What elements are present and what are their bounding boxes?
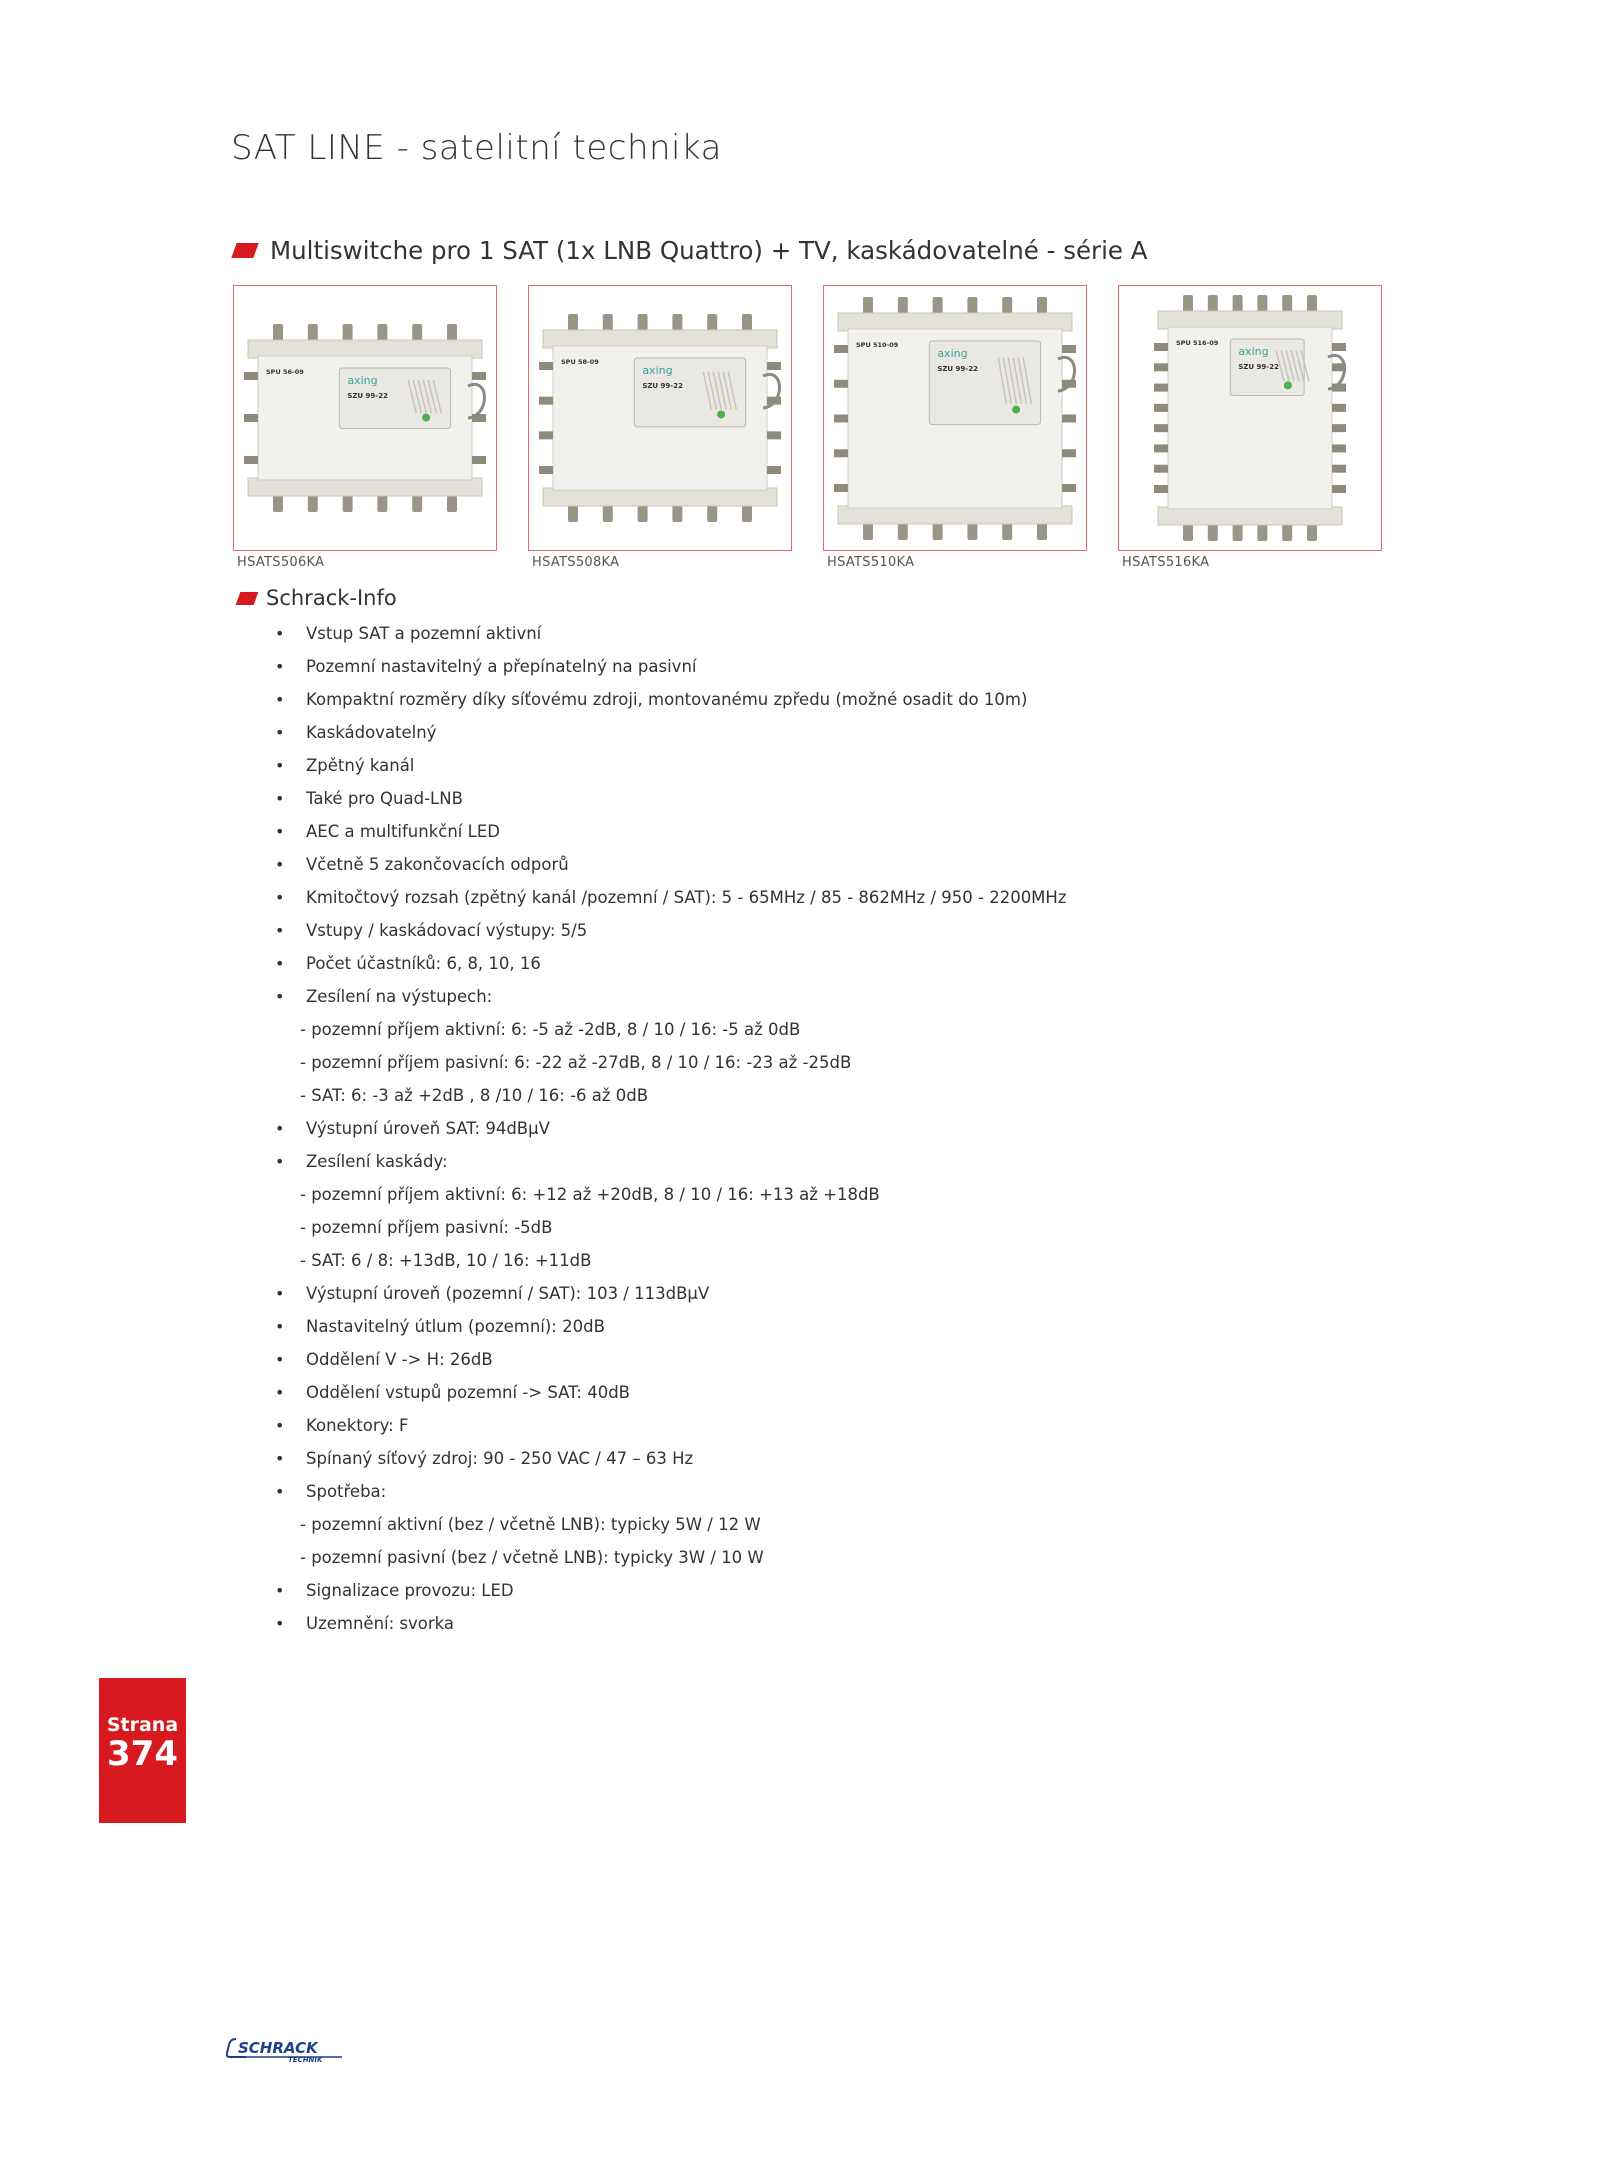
status-led-icon xyxy=(717,410,725,418)
status-led-icon xyxy=(1284,381,1292,389)
spec-item: • Také pro Quad-LNB xyxy=(272,782,1067,815)
f-connector xyxy=(539,466,553,474)
model-label: SPU 58-09 xyxy=(561,358,599,366)
f-connector xyxy=(539,362,553,370)
model-label: SPU 510-09 xyxy=(856,340,899,349)
f-connector xyxy=(1332,424,1346,432)
brand-label: axing xyxy=(937,346,968,360)
spec-subitem: - pozemní příjem aktivní: 6: +12 až +20dB, 8 / 10 / 16: +13 až +18dB xyxy=(300,1185,880,1204)
f-connector xyxy=(1154,485,1168,493)
multiswitch-image xyxy=(830,291,1080,546)
spec-item: • Spotřeba: xyxy=(272,1475,1067,1508)
f-connector xyxy=(539,397,553,405)
spec-item: • Počet účastníků: 6, 8, 10, 16 xyxy=(272,947,1067,980)
product-image-frame xyxy=(528,285,792,551)
section-marker-icon xyxy=(231,243,258,258)
product-code: HSATS506KA xyxy=(237,555,325,570)
info-marker-icon xyxy=(236,592,259,605)
spec-item: • Nastavitelný útlum (pozemní): 20dB xyxy=(272,1310,1067,1343)
spec-item: • Zpětný kanál xyxy=(272,749,1067,782)
spec-item: • Oddělení V -> H: 26dB xyxy=(272,1343,1067,1376)
spec-subitem: - pozemní příjem aktivní: 6: -5 až -2dB, 8 / 10 / 16: -5 až 0dB xyxy=(300,1020,801,1039)
mounting-rail xyxy=(1158,311,1342,329)
section-heading xyxy=(234,236,1148,265)
mounting-rail xyxy=(248,340,482,358)
product-code: HSATS508KA xyxy=(532,555,620,570)
page-title: SAT LINE - satelitní technika xyxy=(231,128,722,168)
spec-subitem: - SAT: 6: -3 až +2dB , 8 /10 / 16: -6 až 0dB xyxy=(300,1086,649,1105)
spec-item: • Pozemní nastavitelný a přepínatelný na pasivní xyxy=(272,650,1067,683)
spec-item: • Zesílení na výstupech: xyxy=(272,980,1067,1013)
f-connector xyxy=(834,414,848,422)
f-connector xyxy=(1154,384,1168,392)
info-heading xyxy=(238,586,397,610)
f-connector xyxy=(1154,363,1168,371)
f-connector xyxy=(539,431,553,439)
spec-subitem: - pozemní příjem pasivní: 6: -22 až -27dB, 8 / 10 / 16: -23 až -25dB xyxy=(300,1053,852,1072)
f-connector xyxy=(1062,449,1076,457)
f-connector xyxy=(834,345,848,353)
spec-item: • Kaskádovatelný xyxy=(272,716,1067,749)
f-connector xyxy=(1154,343,1168,351)
f-connector xyxy=(472,456,486,464)
product-image-frame xyxy=(233,285,497,551)
model-label: SPU 56-09 xyxy=(266,368,304,376)
module-label: SZU 99-22 xyxy=(347,392,388,400)
spec-item: • Kmitočtový rozsah (zpětný kanál /pozemní / SAT): 5 - 65MHz / 85 - 862MHz / 950 - 2200MHz xyxy=(272,881,1067,914)
multiswitch-image xyxy=(535,308,785,528)
product-card xyxy=(823,285,1087,570)
spec-subitem: - pozemní pasivní (bez / včetně LNB): typicky 3W / 10 W xyxy=(300,1548,764,1567)
schrack-logo xyxy=(226,2035,346,2067)
product-image-frame xyxy=(823,285,1087,551)
f-connector xyxy=(767,466,781,474)
f-connector xyxy=(834,379,848,387)
spec-item: • Uzemnění: svorka xyxy=(272,1607,1067,1640)
f-connector xyxy=(1062,345,1076,353)
f-connector xyxy=(834,484,848,492)
spec-subitem: - pozemní aktivní (bez / včetně LNB): typicky 5W / 12 W xyxy=(300,1515,761,1534)
spec-item: • Vstupy / kaskádovací výstupy: 5/5 xyxy=(272,914,1067,947)
spec-item: • Vstup SAT a pozemní aktivní xyxy=(272,617,1067,650)
f-connector xyxy=(1332,444,1346,452)
module-label: SZU 99-22 xyxy=(642,382,683,390)
f-connector xyxy=(1154,404,1168,412)
product-gallery xyxy=(233,285,1382,570)
f-connector xyxy=(1332,485,1346,493)
spec-list xyxy=(272,617,1067,1640)
f-connector xyxy=(1332,343,1346,351)
product-image-frame xyxy=(1118,285,1382,551)
f-connector xyxy=(767,362,781,370)
product-card xyxy=(1118,285,1382,570)
spec-subitem: - SAT: 6 / 8: +13dB, 10 / 16: +11dB xyxy=(300,1251,592,1270)
f-connector xyxy=(767,431,781,439)
spec-item: • Výstupní úroveň (pozemní / SAT): 103 / 113dBµV xyxy=(272,1277,1067,1310)
f-connector xyxy=(1154,424,1168,432)
f-connector xyxy=(1062,414,1076,422)
multiswitch-image xyxy=(1150,289,1350,547)
product-card xyxy=(528,285,792,570)
module-label: SZU 99-22 xyxy=(1238,363,1279,371)
brand-label: axing xyxy=(642,364,673,377)
status-led-icon xyxy=(422,414,430,422)
mounting-rail xyxy=(838,313,1072,331)
spec-item: • Signalizace provozu: LED xyxy=(272,1574,1067,1607)
page-label: Strana xyxy=(106,1714,179,1736)
spec-item: • Zesílení kaskády: xyxy=(272,1145,1067,1178)
product-code: HSATS510KA xyxy=(827,555,915,570)
module-label: SZU 99-22 xyxy=(937,364,978,373)
spec-item: • Kompaktní rozměry díky síťovému zdroji, montovanému zpředu (možné osadit do 10m) xyxy=(272,683,1067,716)
brand-label: axing xyxy=(347,374,378,387)
f-connector xyxy=(244,414,258,422)
f-connector xyxy=(244,456,258,464)
spec-item: • Výstupní úroveň SAT: 94dBµV xyxy=(272,1112,1067,1145)
spec-item: • Včetně 5 zakončovacích odporů xyxy=(272,848,1067,881)
f-connector xyxy=(1154,465,1168,473)
f-connector xyxy=(1062,484,1076,492)
f-connector xyxy=(244,372,258,380)
spec-item: • AEC a multifunkční LED xyxy=(272,815,1067,848)
spec-item: • Spínaný síťový zdroj: 90 - 250 VAC / 47 – 63 Hz xyxy=(272,1442,1067,1475)
mounting-rail xyxy=(838,506,1072,524)
spec-subitem: - pozemní příjem pasivní: -5dB xyxy=(300,1218,553,1237)
info-title: Schrack-Info xyxy=(266,586,397,610)
mounting-rail xyxy=(248,478,482,496)
logo-text: SCHRACK xyxy=(238,2039,318,2057)
spec-item: • Oddělení vstupů pozemní -> SAT: 40dB xyxy=(272,1376,1067,1409)
page-number-badge xyxy=(99,1678,186,1823)
mounting-rail xyxy=(543,488,777,506)
logo-subtext: TECHNIK xyxy=(288,2056,323,2064)
f-connector xyxy=(472,372,486,380)
model-label: SPU 516-09 xyxy=(1176,339,1219,347)
f-connector xyxy=(834,449,848,457)
f-connector xyxy=(1154,444,1168,452)
product-card xyxy=(233,285,497,570)
f-connector xyxy=(1332,465,1346,473)
status-led-icon xyxy=(1012,405,1020,413)
multiswitch-image xyxy=(240,318,490,518)
f-connector xyxy=(1332,404,1346,412)
product-code: HSATS516KA xyxy=(1122,555,1210,570)
mounting-rail xyxy=(1158,507,1342,525)
mounting-rail xyxy=(543,330,777,348)
spec-item: • Konektory: F xyxy=(272,1409,1067,1442)
brand-label: axing xyxy=(1238,345,1269,358)
section-title: Multiswitche pro 1 SAT (1x LNB Quattro) + TV, kaskádovatelné - série A xyxy=(270,236,1148,265)
page-number: 374 xyxy=(107,1734,178,1774)
